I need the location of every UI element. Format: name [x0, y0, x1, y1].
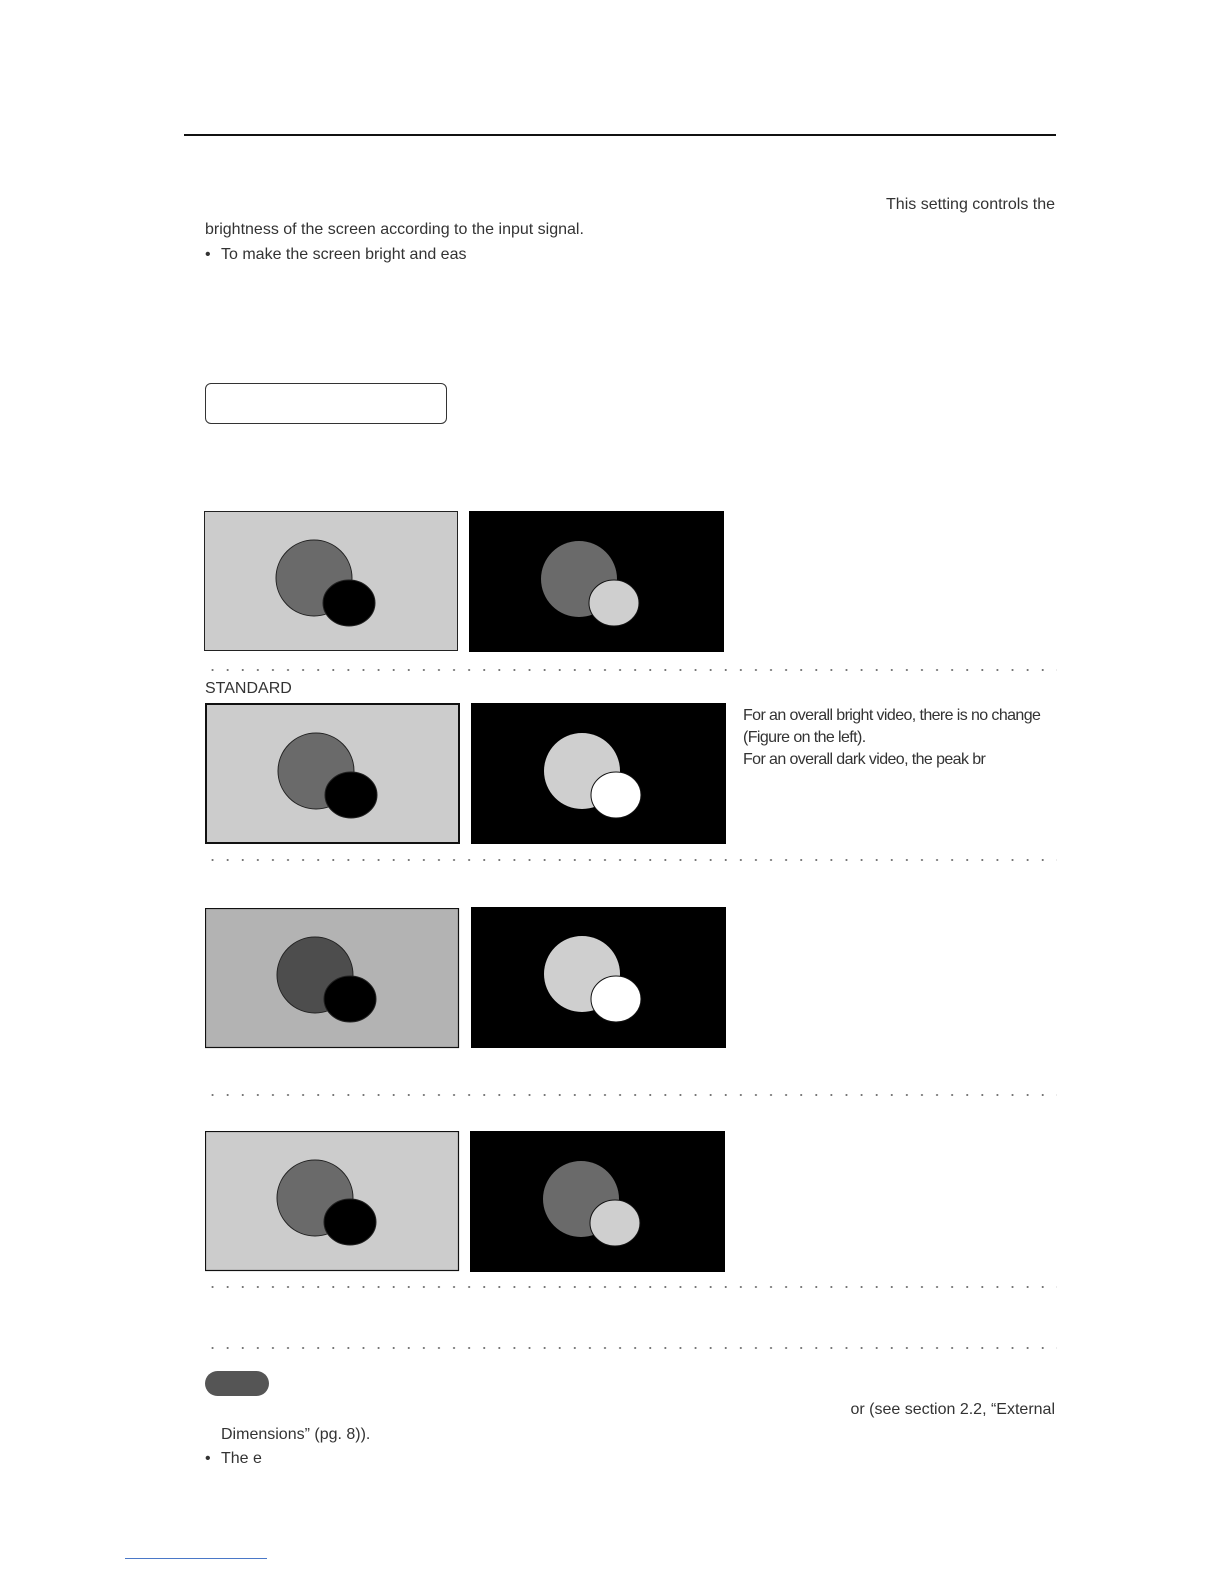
footer-link-underline [125, 1558, 267, 1559]
dotted-separator [205, 859, 1057, 861]
intro-line-2: brightness of the screen according to the input signal. [205, 221, 584, 238]
dotted-separator [205, 1094, 1057, 1096]
figure-standard-dark [471, 703, 726, 844]
standard-label: STANDARD [205, 680, 292, 697]
note-line-1: or (see section 2.2, “External [850, 1401, 1055, 1418]
figure-dark-original [469, 511, 724, 652]
bullet-marker: • [205, 1450, 211, 1467]
dotted-separator [205, 669, 1057, 671]
figure-standard-bright [205, 703, 460, 844]
standard-desc-1: For an overall bright video, there is no change [743, 707, 1041, 724]
figure-dim-bright [205, 908, 460, 1049]
standard-desc-2: (Figure on the left). [743, 729, 866, 746]
note-badge [205, 1371, 269, 1396]
bullet-marker: • [205, 246, 211, 263]
intro-line-1: This setting controls the [886, 196, 1055, 213]
dotted-separator [205, 1286, 1057, 1288]
dotted-separator [205, 1347, 1057, 1349]
header-rule [184, 134, 1056, 136]
note-line-2: Dimensions” (pg. 8)). [221, 1426, 371, 1443]
figure-off-bright [205, 1131, 460, 1272]
figure-dim-dark [471, 907, 726, 1048]
figure-off-dark [470, 1131, 725, 1272]
standard-desc-3: For an overall dark video, the peak br [743, 751, 986, 768]
intro-bullet-1: To make the screen bright and eas [221, 246, 467, 263]
setting-value-box[interactable] [205, 383, 447, 424]
note-bullet-2: The e [221, 1450, 262, 1467]
figure-bright-original [204, 511, 459, 652]
